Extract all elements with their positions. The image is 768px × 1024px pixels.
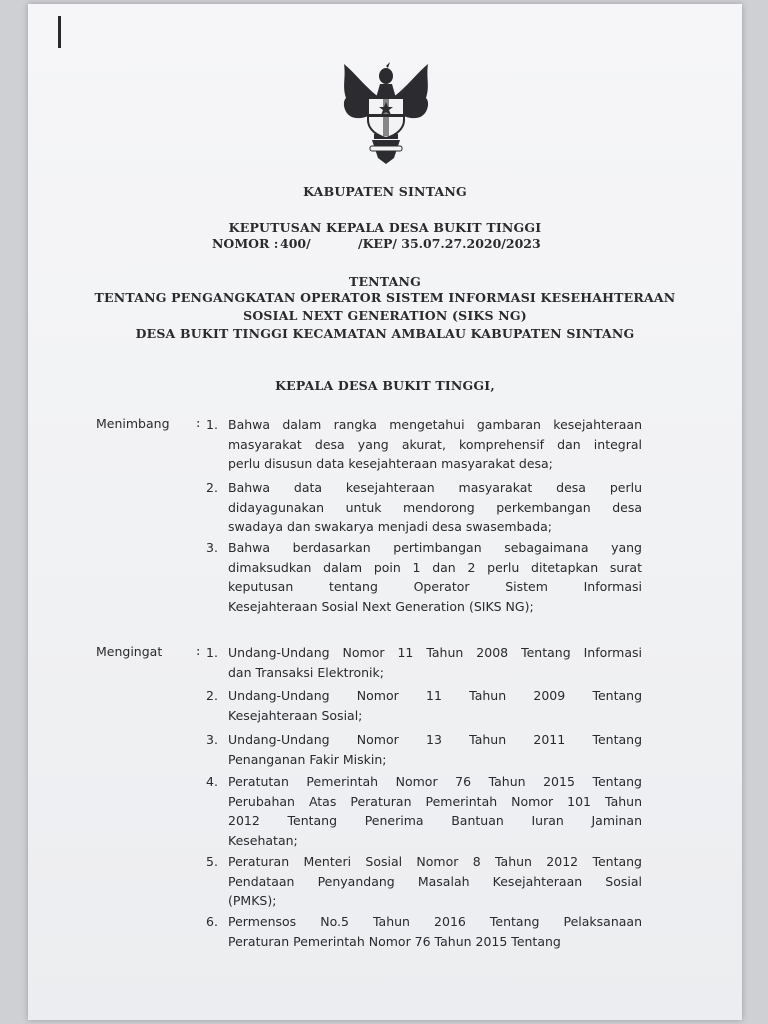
item-number: 2. xyxy=(206,688,218,703)
item-line: Permensos No.5 Tahun 2016 Tentang Pelaksanaan xyxy=(228,914,642,929)
item-line: Perubahan Atas Peraturan Pemerintah Nomor 101 Tahun xyxy=(228,793,642,809)
item-line: didayagunakan untuk mendorong perkembangan desa xyxy=(228,499,642,515)
nomor-part1: 400/ xyxy=(280,236,311,251)
official-title: KEPALA DESA BUKIT TINGGI, xyxy=(275,378,495,393)
mengingat-colon: : xyxy=(196,644,201,659)
item-line: Undang-Undang Nomor 11 Tahun 2008 Tentang Informasi xyxy=(228,645,642,660)
item-text xyxy=(228,478,642,537)
menimbang-item xyxy=(206,415,642,474)
mengingat-item xyxy=(206,643,642,682)
mengingat-item xyxy=(206,852,642,911)
item-line: Penanganan Fakir Miskin; xyxy=(228,751,387,767)
garuda-emblem-icon xyxy=(336,58,436,168)
mengingat-item xyxy=(206,772,642,850)
mengingat-item xyxy=(206,686,642,725)
item-line: Kesejahteraan Sosial Next Generation (SIKS NG); xyxy=(228,598,534,614)
decree-title: KEPUTUSAN KEPALA DESA BUKIT TINGGI xyxy=(228,220,542,235)
item-line: perlu disusun data kesejahteraan masyarakat desa; xyxy=(228,456,553,471)
item-text xyxy=(228,912,642,951)
item-line: Undang-Undang Nomor 13 Tahun 2011 Tentang xyxy=(228,732,642,747)
item-line: Pendataan Penyandang Masalah Kesejahteraan Sosial xyxy=(228,873,642,889)
item-line: Bahwa berdasarkan pertimbangan sebagaimana yang xyxy=(228,540,642,555)
item-number: 6. xyxy=(206,914,218,929)
subject-line-2: SOSIAL NEXT GENERATION (SIKS NG) xyxy=(243,308,527,323)
item-text xyxy=(228,415,642,474)
item-line: Undang-Undang Nomor 11 Tahun 2009 Tentang xyxy=(228,688,642,703)
item-text xyxy=(228,772,642,850)
item-line: dimaksudkan dalam poin 1 dan 2 perlu ditetapkan surat xyxy=(228,559,642,575)
item-line: Peraturan Pemerintah Nomor 76 Tahun 2015 Tentang xyxy=(228,933,561,949)
subject-line-1: TENTANG PENGANGKATAN OPERATOR SISTEM INFORMASI KESEHAHTERAAN xyxy=(94,290,676,305)
mengingat-label: Mengingat xyxy=(96,644,163,659)
menimbang-item xyxy=(206,478,642,537)
item-text xyxy=(228,852,642,911)
tentang-heading: TENTANG xyxy=(348,274,422,289)
item-text xyxy=(228,643,642,682)
item-line: Kesehatan; xyxy=(228,832,298,848)
item-line: keputusan tentang Operator Sistem Informasi xyxy=(228,579,642,594)
item-line: Kesejahteraan Sosial; xyxy=(228,707,363,723)
item-number: 3. xyxy=(206,732,218,747)
item-line: 2012 Tentang Penerima Bantuan Iuran Jaminan xyxy=(228,813,642,828)
subject-line-3: DESA BUKIT TINGGI KECAMATAN AMBALAU KABUPATEN SINTANG xyxy=(135,326,635,341)
item-number: 3. xyxy=(206,540,218,555)
item-text xyxy=(228,686,642,725)
region-title: KABUPATEN SINTANG xyxy=(303,184,467,199)
nomor-part2: /KEP/ 35.07.27.2020/2023 xyxy=(358,236,541,251)
mengingat-item xyxy=(206,730,642,769)
item-line: Peratutan Pemerintah Nomor 76 Tahun 2015 Tentang xyxy=(228,774,642,789)
menimbang-item xyxy=(206,538,642,616)
margin-mark xyxy=(58,16,61,48)
item-line: (PMKS); xyxy=(228,893,277,908)
item-line: Bahwa data kesejahteraan masyarakat desa perlu xyxy=(228,480,642,495)
item-line: masyarakat desa yang akurat, komprehensif dan integral xyxy=(228,436,642,452)
item-line: Peraturan Menteri Sosial Nomor 8 Tahun 2012 Tentang xyxy=(228,854,642,869)
item-line: Bahwa dalam rangka mengetahui gambaran kesejahteraan xyxy=(228,417,642,432)
item-number: 1. xyxy=(206,645,218,660)
item-text xyxy=(228,538,642,616)
item-line: dan Transaksi Elektronik; xyxy=(228,664,384,680)
mengingat-item xyxy=(206,912,642,951)
item-number: 2. xyxy=(206,480,218,495)
item-number: 5. xyxy=(206,854,218,869)
menimbang-colon: : xyxy=(196,416,201,431)
nomor-label: NOMOR : xyxy=(212,236,279,251)
item-number: 1. xyxy=(206,417,218,432)
menimbang-label: Menimbang xyxy=(96,416,170,431)
item-text xyxy=(228,730,642,769)
item-line: swadaya dan swakarya menjadi desa swasembada; xyxy=(228,519,553,534)
item-number: 4. xyxy=(206,774,218,789)
